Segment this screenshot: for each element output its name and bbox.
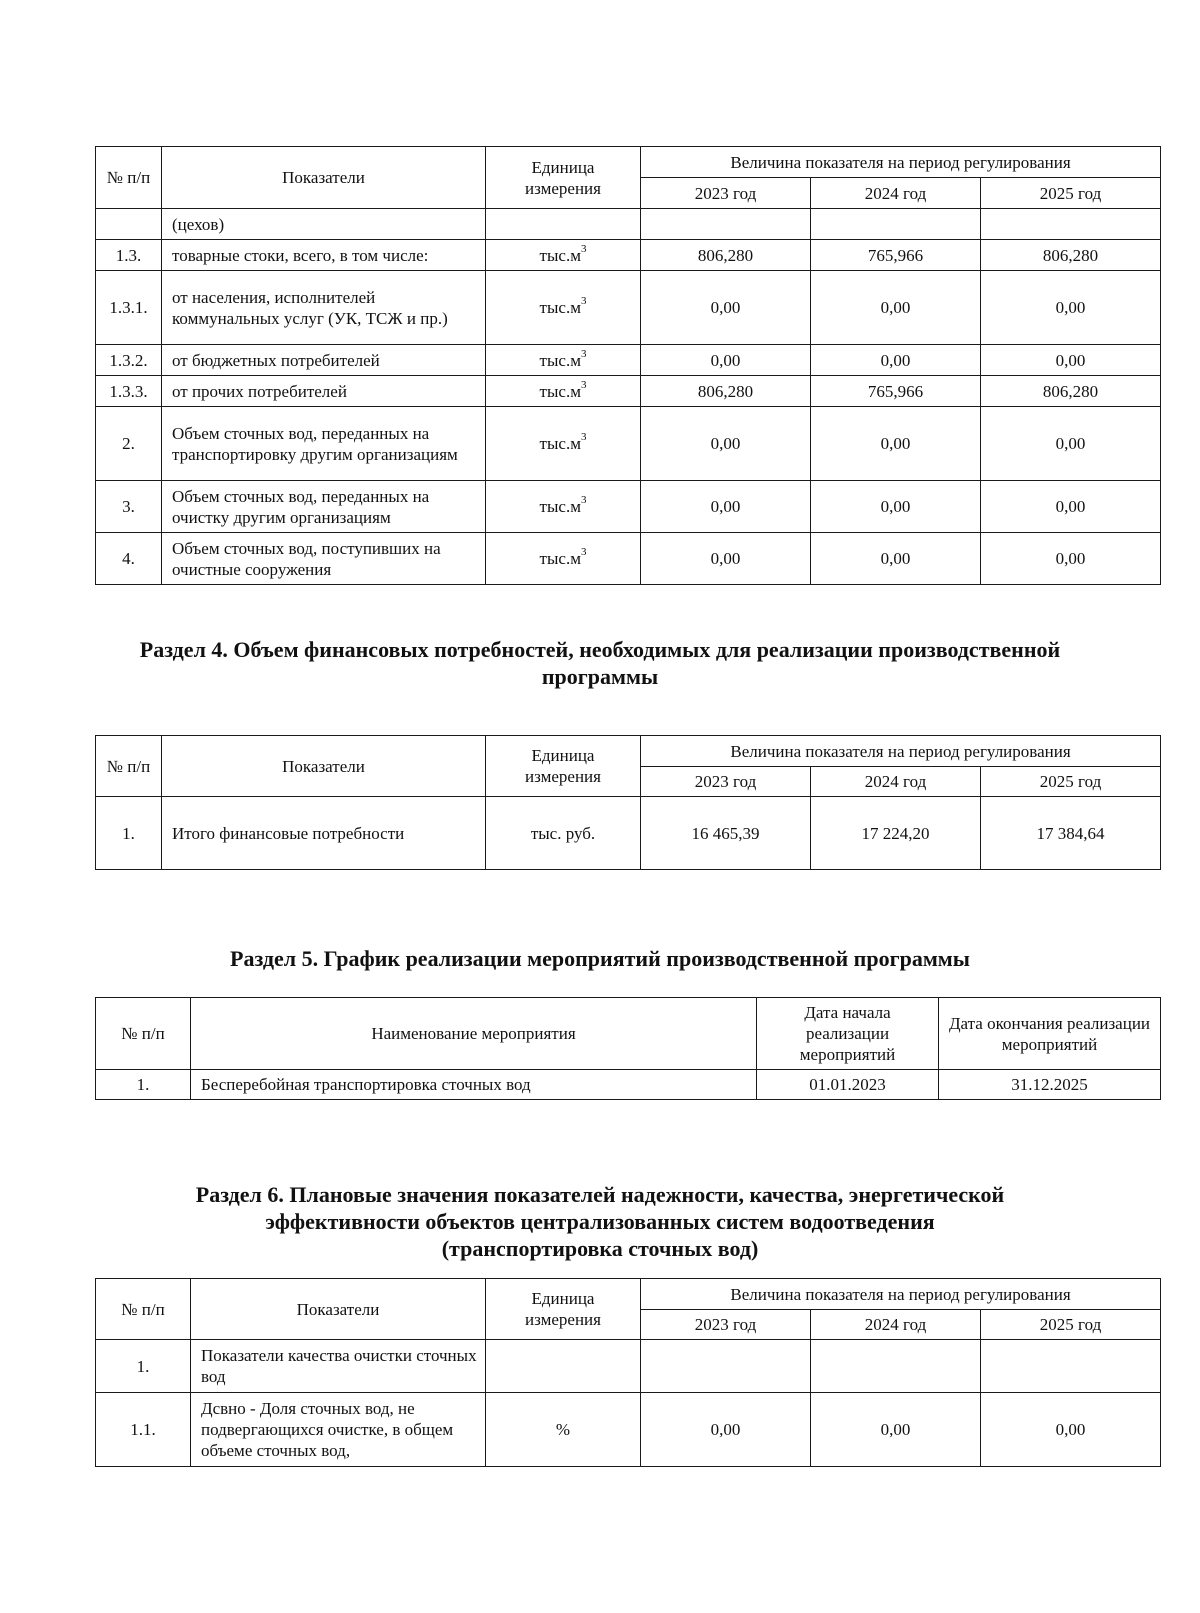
volume-table	[95, 146, 1161, 585]
row-num: 2.	[96, 407, 162, 481]
header-event-name: Наименование мероприятия	[191, 998, 757, 1070]
table-row	[96, 481, 1161, 533]
header-indicator: Показатели	[162, 147, 486, 209]
row-name: товарные стоки, всего, в том числе:	[162, 240, 486, 271]
table-row	[96, 533, 1161, 585]
row-start: 01.01.2023	[757, 1070, 939, 1100]
row-name: от бюджетных потребителей	[162, 345, 486, 376]
header-indicator: Показатели	[162, 736, 486, 797]
row-2023	[641, 209, 811, 240]
header-num: № п/п	[96, 736, 162, 797]
row-name: Показатели качества очистки сточных вод	[191, 1340, 486, 1393]
row-unit: тыс. руб.	[486, 797, 641, 870]
row-name: от прочих потребителей	[162, 376, 486, 407]
row-2023: 16 465,39	[641, 797, 811, 870]
section6-title: Раздел 6. Плановые значения показателей надежности, качества, энергетической эффективности объектов централизованных систем водоотведения (транспортировка сточных вод)	[195, 1182, 1005, 1261]
header-unit: Единица измерения	[486, 736, 641, 797]
row-num: 1.3.	[96, 240, 162, 271]
header-start-date: Дата начала реализации мероприятий	[757, 998, 939, 1070]
row-name: Объем сточных вод, переданных на очистку другим организациям	[162, 481, 486, 533]
header-2025: 2025 год	[981, 1310, 1161, 1340]
header-num: № п/п	[96, 1279, 191, 1340]
row-2023: 0,00	[641, 481, 811, 533]
row-2025: 0,00	[981, 481, 1161, 533]
row-2024: 0,00	[811, 407, 981, 481]
row-2025: 0,00	[981, 345, 1161, 376]
section4-title: Раздел 4. Объем финансовых потребностей, необходимых для реализации производственной программы	[139, 637, 1061, 689]
header-period: Величина показателя на период регулирования	[641, 147, 1161, 178]
row-2024: 765,966	[811, 376, 981, 407]
row-2023: 0,00	[641, 1393, 811, 1467]
row-name: от населения, исполнителей коммунальных услуг (УК, ТСЖ и пр.)	[162, 271, 486, 345]
row-end: 31.12.2025	[939, 1070, 1161, 1100]
row-2024: 0,00	[811, 271, 981, 345]
header-2023: 2023 год	[641, 767, 811, 797]
row-2024	[811, 209, 981, 240]
table-row	[96, 240, 1161, 271]
row-2023: 0,00	[641, 345, 811, 376]
row-2023: 0,00	[641, 407, 811, 481]
row-unit: $тыс.м^3$	[486, 240, 641, 271]
table-row	[96, 209, 1161, 240]
header-indicator: Показатели	[191, 1279, 486, 1340]
row-2023: 806,280	[641, 240, 811, 271]
row-num: 1.1.	[96, 1393, 191, 1467]
row-2024: 17 224,20	[811, 797, 981, 870]
row-2023: 0,00	[641, 271, 811, 345]
header-2024: 2024 год	[811, 767, 981, 797]
table-row	[96, 1340, 1161, 1393]
table-row	[96, 376, 1161, 407]
row-2024: 765,966	[811, 240, 981, 271]
section5-title: Раздел 5. График реализации мероприятий производственной программы	[230, 946, 970, 971]
finance-table	[95, 735, 1161, 870]
row-2025	[981, 1340, 1161, 1393]
row-name: Дсвно - Доля сточных вод, не подвергающихся очистке, в общем объеме сточных вод,	[191, 1393, 486, 1467]
row-unit: $тыс.м^3$	[486, 481, 641, 533]
row-name: Итого финансовые потребности	[162, 797, 486, 870]
row-num: 3.	[96, 481, 162, 533]
row-2025: 0,00	[981, 271, 1161, 345]
schedule-table	[95, 997, 1161, 1100]
row-name: Объем сточных вод, переданных на транспортировку другим организациям	[162, 407, 486, 481]
header-2025: 2025 год	[981, 178, 1161, 209]
table-row	[96, 1070, 1161, 1100]
row-2025: 806,280	[981, 376, 1161, 407]
row-2023: 0,00	[641, 533, 811, 585]
row-num: 1.3.3.	[96, 376, 162, 407]
header-2023: 2023 год	[641, 1310, 811, 1340]
header-2024: 2024 год	[811, 178, 981, 209]
row-name: (цехов)	[162, 209, 486, 240]
row-2025: 806,280	[981, 240, 1161, 271]
row-2025	[981, 209, 1161, 240]
row-2024: 0,00	[811, 481, 981, 533]
row-2024: 0,00	[811, 345, 981, 376]
row-num: 1.	[96, 1340, 191, 1393]
header-2024: 2024 год	[811, 1310, 981, 1340]
row-num	[96, 209, 162, 240]
row-unit: %	[486, 1393, 641, 1467]
row-num: 1.3.2.	[96, 345, 162, 376]
header-2025: 2025 год	[981, 767, 1161, 797]
row-unit	[486, 209, 641, 240]
row-2025: 0,00	[981, 533, 1161, 585]
reliability-table	[95, 1278, 1161, 1467]
table-row	[96, 1393, 1161, 1467]
row-2024: 0,00	[811, 533, 981, 585]
row-2024	[811, 1340, 981, 1393]
row-name: Объем сточных вод, поступивших на очистные сооружения	[162, 533, 486, 585]
row-2025: 0,00	[981, 407, 1161, 481]
row-2023	[641, 1340, 811, 1393]
table-row	[96, 407, 1161, 481]
row-2023: 806,280	[641, 376, 811, 407]
row-unit: $тыс.м^3$	[486, 376, 641, 407]
row-unit: $тыс.м^3$	[486, 407, 641, 481]
row-2024: 0,00	[811, 1393, 981, 1467]
header-period: Величина показателя на период регулирования	[641, 1279, 1161, 1310]
header-num: № п/п	[96, 147, 162, 209]
row-name: Бесперебойная транспортировка сточных вод	[191, 1070, 757, 1100]
row-num: 4.	[96, 533, 162, 585]
row-unit: $тыс.м^3$	[486, 533, 641, 585]
row-num: 1.	[96, 1070, 191, 1100]
table-row	[96, 271, 1161, 345]
table-row	[96, 797, 1161, 870]
header-num: № п/п	[96, 998, 191, 1070]
header-unit: Единица измерения	[486, 1279, 641, 1340]
row-unit	[486, 1340, 641, 1393]
header-unit: Единица измерения	[486, 147, 641, 209]
row-num: 1.3.1.	[96, 271, 162, 345]
row-2025: 0,00	[981, 1393, 1161, 1467]
header-2023: 2023 год	[641, 178, 811, 209]
table-row	[96, 345, 1161, 376]
row-unit: $тыс.м^3$	[486, 271, 641, 345]
row-num: 1.	[96, 797, 162, 870]
row-2025: 17 384,64	[981, 797, 1161, 870]
row-unit: $тыс.м^3$	[486, 345, 641, 376]
header-period: Величина показателя на период регулирования	[641, 736, 1161, 767]
header-end-date: Дата окончания реализации мероприятий	[939, 998, 1161, 1070]
